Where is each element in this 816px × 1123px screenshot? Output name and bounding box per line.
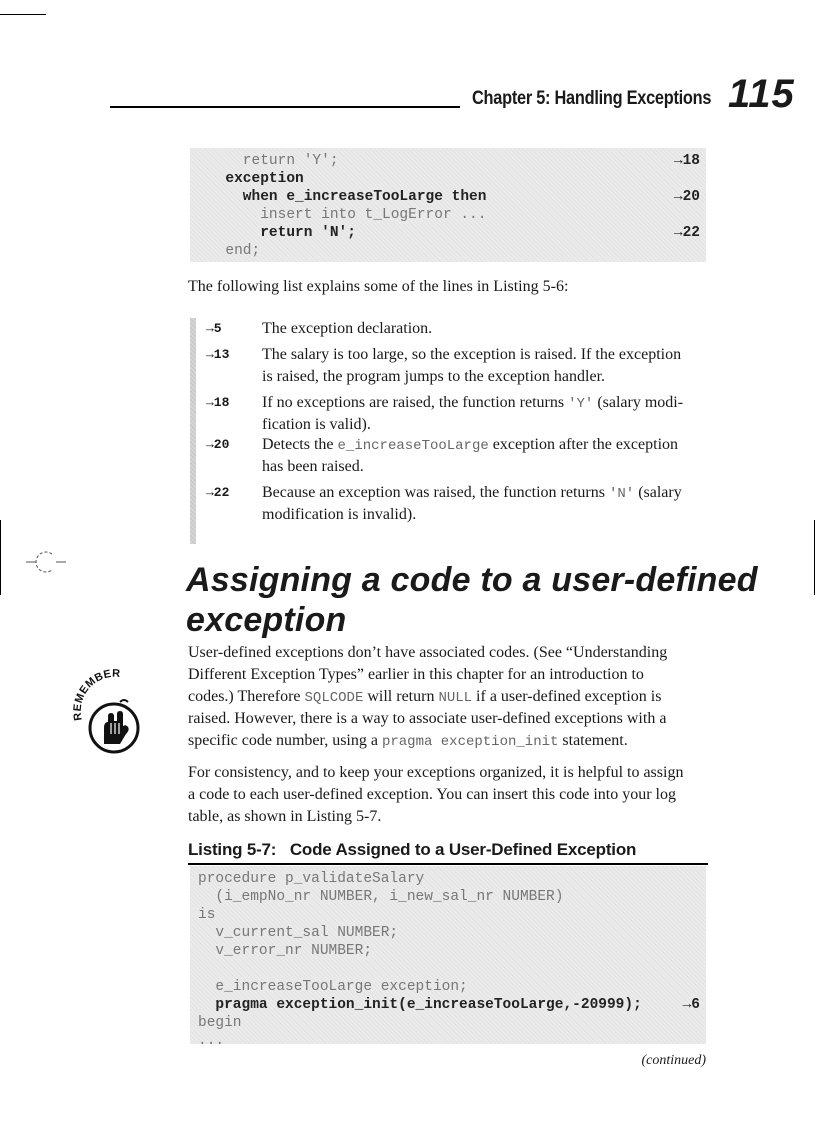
list-item-text: (salary modi-: [593, 394, 684, 411]
code-line: [190, 224, 706, 242]
list-item-text: is raised, the program jumps to the exception handler.: [262, 368, 606, 385]
code-line: [190, 960, 706, 978]
code-line: [190, 978, 706, 996]
code-text: (i_empNo_nr NUMBER, i_new_sal_nr NUMBER): [198, 889, 564, 905]
list-item-text: exception after the exception: [488, 436, 679, 453]
code-line: [190, 924, 706, 942]
code-line: [190, 870, 706, 888]
list-item-text: has been raised.: [262, 458, 364, 475]
section-heading-line: exception: [186, 601, 347, 639]
code-text: v_current_sal NUMBER;: [198, 925, 399, 941]
code-text: end;: [208, 243, 261, 259]
inline-code: SQLCODE: [304, 690, 364, 706]
list-item-text: (salary: [634, 484, 682, 501]
inline-code: NULL: [438, 690, 473, 706]
header-rule: [110, 106, 460, 108]
listing-caption: [188, 840, 636, 860]
code-text: when e_increaseTooLarge then: [208, 189, 487, 205]
paragraph-line: table, as shown in Listing 5-7.: [188, 808, 382, 825]
code-line: [190, 242, 706, 260]
line-marker: →22: [206, 485, 230, 500]
code-line: [190, 1032, 706, 1050]
continued-note: (continued): [641, 1053, 706, 1068]
crop-mark-top: [0, 14, 46, 15]
remember-icon-label: REMEMBER: [71, 668, 121, 722]
paragraph-line: For consistency, and to keep your exceptions organized, it is helpful to assign: [188, 764, 684, 781]
code-line: [190, 152, 706, 170]
paragraph-text: specific code number, using a: [188, 732, 382, 749]
code-block-listing: [190, 866, 706, 1049]
code-line: [190, 206, 706, 224]
code-text: exception: [208, 171, 304, 187]
crop-mark-right: [814, 520, 815, 595]
line-marker: →18: [206, 395, 230, 410]
code-line: [190, 996, 706, 1014]
list-item-text: Because an exception was raised, the function returns: [262, 484, 609, 501]
explanation-sidebar-bar: [190, 318, 196, 544]
paragraph-text: codes.) Therefore: [188, 688, 305, 705]
chapter-title: Chapter 5: Handling Exceptions: [472, 88, 712, 109]
code-line: [190, 888, 706, 906]
section-heading: [186, 560, 758, 640]
line-marker: →5: [206, 321, 222, 336]
code-line: [190, 170, 706, 188]
crop-mark-left: [0, 520, 1, 595]
paragraph-text: if a user-defined exception is: [472, 688, 662, 705]
list-item-text: Detects the: [262, 436, 338, 453]
paragraph-line: User-defined exceptions don’t have associated codes. (See “Understanding: [188, 644, 668, 661]
body-paragraph-2: [188, 762, 708, 828]
list-item-text: The exception declaration.: [262, 320, 433, 337]
line-marker: →13: [206, 347, 230, 362]
code-text: v_error_nr NUMBER;: [198, 943, 373, 959]
line-marker: →6: [682, 997, 700, 1013]
intro-text: The following list explains some of the lines in Listing 5-6:: [188, 278, 569, 295]
code-text: begin: [198, 1015, 242, 1031]
inline-code: e_increaseTooLarge: [337, 438, 489, 454]
intro-paragraph: [188, 276, 708, 298]
list-item-text: fication is valid).: [262, 416, 371, 433]
code-line: [190, 906, 706, 924]
list-item-text: modification is invalid).: [262, 506, 417, 523]
listing-title: Code Assigned to a User-Defined Exception: [289, 840, 637, 859]
code-line: [190, 188, 706, 206]
paragraph-text: will return: [363, 688, 439, 705]
code-text: return 'N';: [208, 225, 356, 241]
code-line: [190, 942, 706, 960]
inline-code: 'N': [608, 486, 635, 502]
paragraph-line: raised. However, there is a way to associate user-defined exceptions with a: [188, 710, 667, 727]
list-item-text: If no exceptions are raised, the function returns: [262, 394, 569, 411]
line-marker: →20: [673, 189, 700, 205]
code-line: [190, 1014, 706, 1032]
line-marker: →20: [206, 437, 230, 452]
paragraph-line: Different Exception Types” earlier in this chapter for an introduction to: [188, 666, 644, 683]
section-heading-line: Assigning a code to a user-defined: [186, 561, 758, 599]
inline-code: pragma exception_init: [381, 734, 559, 750]
list-item-text: The salary is too large, so the exception is raised. If the exception: [262, 346, 682, 363]
code-text: procedure p_validateSalary: [198, 871, 425, 887]
listing-rule: [188, 863, 708, 865]
remember-icon: [68, 668, 158, 758]
code-text: pragma exception_init(e_increaseTooLarge,-20999);: [198, 997, 642, 1013]
paragraph-line: a code to each user-defined exception. You can insert this code into your log: [188, 786, 676, 803]
code-text: ...: [198, 1033, 225, 1049]
line-marker: →18: [673, 153, 700, 169]
line-marker: →22: [673, 225, 700, 241]
code-text: insert into t_LogError ...: [208, 207, 487, 223]
page-number: 115: [728, 72, 795, 116]
code-text: is: [198, 907, 216, 923]
inline-code: 'Y': [568, 396, 594, 412]
code-text: e_increaseTooLarge exception;: [198, 979, 468, 995]
listing-number: Listing 5-7:: [188, 840, 277, 859]
paragraph-text: statement.: [558, 732, 628, 749]
body-paragraph: [188, 642, 708, 752]
code-block-continuation: [190, 148, 706, 262]
code-text: return 'Y';: [208, 153, 339, 169]
margin-target-icon: [22, 548, 68, 576]
